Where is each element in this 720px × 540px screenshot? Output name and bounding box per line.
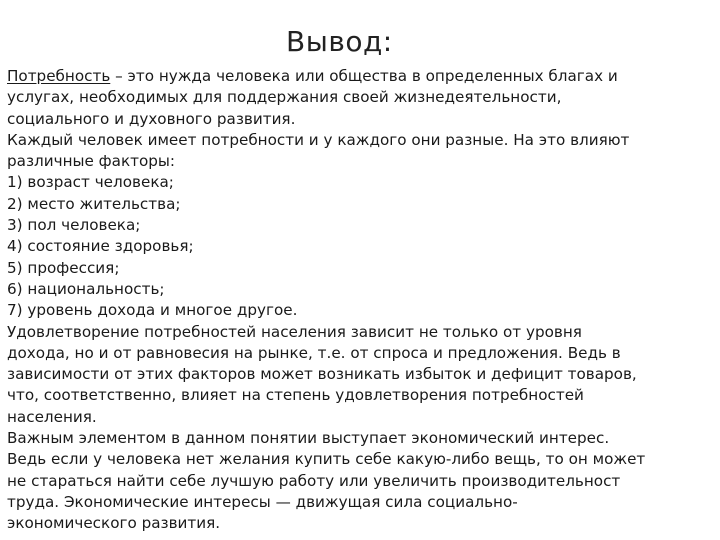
text-line: услугах, необходимых для поддержания своей жизнедеятельности,: [7, 88, 562, 107]
text-line: экономического развития.: [7, 514, 221, 533]
text-line: труда. Экономические интересы — движущая сила социально-: [7, 492, 518, 511]
text-line: дохода, но и от равновесия на рынке, т.е. от спроса и предложения. Ведь в: [7, 343, 621, 362]
definition-text: – это нужда человека или общества в определенных благах и: [110, 67, 618, 85]
slide-title: Вывод:: [286, 25, 393, 58]
list-item: 5) профессия;: [7, 258, 120, 277]
text-line: различные факторы:: [7, 152, 176, 171]
definition-term: Потребность: [7, 67, 111, 85]
text-line: Важным элементом в данном понятии выступает экономический интерес.: [7, 429, 610, 448]
text-line: социального и духовного развития.: [7, 109, 296, 128]
list-item: 1) возраст человека;: [7, 173, 174, 192]
text-line: не стараться найти себе лучшую работу или увеличить производительност: [7, 471, 621, 490]
list-item: 3) пол человека;: [7, 216, 141, 235]
text-line: Ведь если у человека нет желания купить себе какую-либо вещь, то он может: [7, 450, 646, 469]
slide-body: [7, 66, 719, 535]
definition-line: [7, 66, 719, 87]
text-line: населения.: [7, 407, 97, 426]
text-line: Удовлетворение потребностей населения зависит не только от уровня: [7, 322, 582, 341]
text-line: что, соответственно, влияет на степень удовлетворения потребностей: [7, 386, 584, 405]
list-item: 4) состояние здоровья;: [7, 237, 194, 256]
list-item: 7) уровень дохода и многое другое.: [7, 301, 298, 320]
text-line: Каждый человек имеет потребности и у каждого они разные. На это влияют: [7, 130, 630, 149]
list-item: 6) национальность;: [7, 279, 165, 298]
list-item: 2) место жительства;: [7, 194, 181, 213]
text-line: зависимости от этих факторов может возникать избыток и дефицит товаров,: [7, 365, 637, 384]
